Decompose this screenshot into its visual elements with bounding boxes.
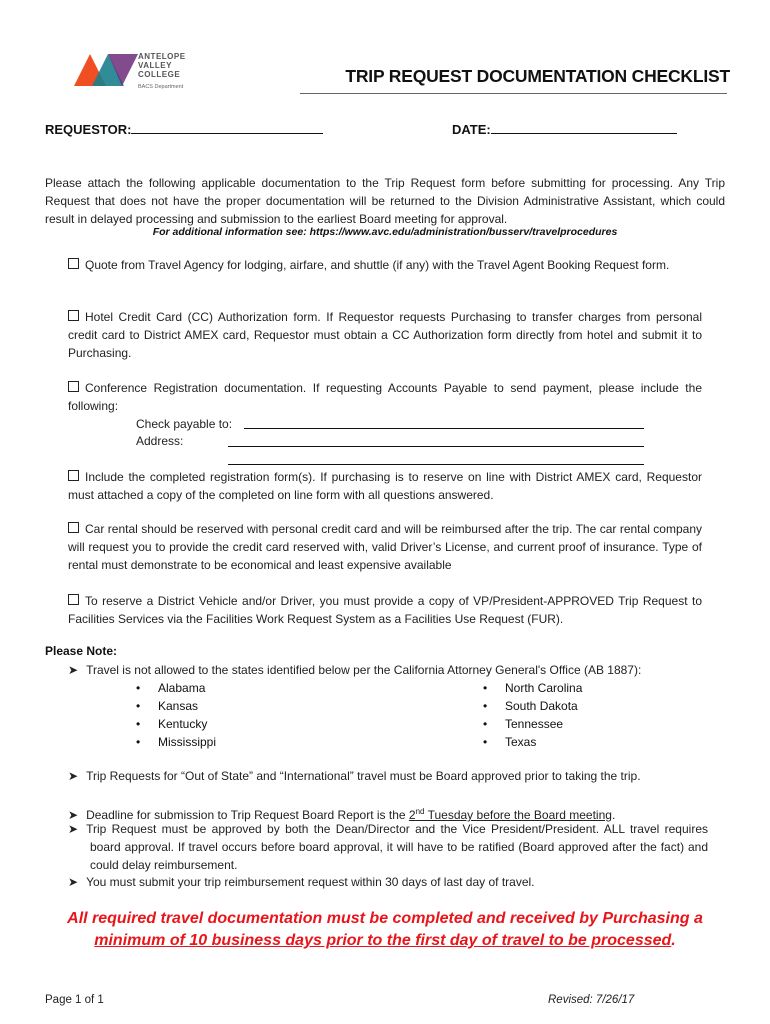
arrow-bullet-icon: ➤ [68,663,79,677]
arrow-bullet-icon: ➤ [68,769,79,783]
address-label: Address: [136,434,184,448]
college-logo [74,52,234,94]
state-item: • Mississippi [136,733,216,751]
check-payable-label: Check payable to: [136,417,233,431]
note-text: Trip Request must be approved by both the Dean/Director and the Vice President/President. ALL travel requires board approval. If travel occurs before board approval, it will have to be ratified (Board approved after the fact) and could delay reimbursement. [86,822,708,872]
final-notice-period: . [671,932,676,949]
checklist-item-hotel-cc [68,308,702,362]
revised-date: Revised: 7/26/17 [548,994,635,1006]
note-text: You must submit your trip reimbursement request within 30 days of last day of travel. [86,875,535,889]
address-blank-1[interactable] [228,446,644,447]
checklist-item-registration-form [68,468,702,504]
checklist-item-district-vehicle [68,592,702,628]
logo-line-3: COLLEGE [138,70,181,79]
deadline-ordinal: 2 [408,808,416,822]
address-blank-2[interactable] [228,464,644,465]
note-point-dean-approval [68,820,708,874]
state-item: • Kansas [136,697,216,715]
checkbox[interactable] [68,258,79,269]
state-item: • South Dakota [483,697,582,715]
requestor-label: REQUESTOR: [45,122,132,137]
final-notice-line-1: All required travel documentation must be completed and received by Purchasing a [67,910,703,927]
final-notice [50,908,720,952]
state-item: • Kentucky [136,715,216,733]
final-notice-underlined: minimum of 10 business days prior to the first day of travel to be processed [94,932,672,949]
note-travel-ban [68,661,708,679]
checklist-text: To reserve a District Vehicle and/or Driver, you must provide a copy of VP/President-APPROVED Trip Request to Facilities Services via the Facilities Work Request System as a Facilities Use Request (FUR). [68,594,702,626]
note-point-board-approval [68,767,712,785]
final-notice-line-2 [50,930,720,952]
state-item: • Alabama [136,679,216,697]
checklist-text: Quote from Travel Agency for lodging, airfare, and shuttle (if any) with the Travel Agent Booking Request form. [85,258,670,272]
date-field[interactable] [452,121,677,137]
logo-line-2: VALLEY [138,61,172,70]
page-title: TRIP REQUEST DOCUMENTATION CHECKLIST [345,66,730,86]
note-heading: Please Note: [45,644,118,658]
state-item: • North Carolina [483,679,582,697]
check-payable-blank[interactable] [244,428,644,429]
checklist-text: Hotel Credit Card (CC) Authorization form. If Requestor requests Purchasing to transfer charges from personal credit card to District AMEX card, Requestor must obtain a CC Authorization form directly from hotel and submit it to Purchasing. [68,310,702,360]
page-number: Page 1 of 1 [45,994,104,1006]
note-text: Trip Requests for “Out of State” and “International” travel must be Board approved prior to taking the trip. [86,769,641,783]
intro-paragraph: Please attach the following applicable documentation to the Trip Request form before submitting for processing. Any Trip Request that does not have the proper documentation will be returned to the Division Administrative Assistant, which could result in delayed processing and submission to the earliest Board meeting for approval. [45,176,725,226]
logo-line-1: ANTELOPE [138,52,186,61]
note-text: Travel is not allowed to the states identified below per the California Attorney General's Office (AB 1887): [86,663,642,677]
title-divider [300,93,727,94]
info-link-line[interactable]: For additional information see: https://www.avc.edu/administration/busserv/travelprocedures [152,226,618,238]
checklist-text: Conference Registration documentation. If requesting Accounts Payable to send payment, please include the following: [68,381,702,413]
logo-subtitle: BACS Department [138,84,184,90]
requestor-field[interactable] [45,121,323,137]
checklist-item-car-rental [68,520,702,574]
note-text-end: . [611,808,616,822]
note-text: Deadline for submission to Trip Request Board Report is the [86,808,409,822]
deadline-ordinal-suffix: nd [415,807,425,816]
checklist-item-travel-quote [68,256,702,274]
logo-mark-icon [74,52,138,86]
date-blank[interactable] [491,121,677,134]
deadline-text: Tuesday before the Board meeting [424,808,612,822]
checklist-item-conference [68,379,702,415]
checkbox[interactable] [68,522,79,533]
checkbox[interactable] [68,310,79,321]
requestor-blank[interactable] [131,121,323,134]
arrow-bullet-icon: ➤ [68,875,79,889]
state-item: • Tennessee [483,715,582,733]
checkbox[interactable] [68,594,79,605]
states-list-right [483,679,582,751]
checklist-text: Car rental should be reserved with personal credit card and will be reimbursed after the trip. The car rental company will request you to provide the credit card reserved with, valid Driver’s License, and current proof of insurance. Type of rental must demonstrate to be economical and least expensive available [68,522,702,572]
checkbox[interactable] [68,470,79,481]
date-label: DATE: [452,122,491,137]
note-point-reimbursement [68,873,708,891]
arrow-bullet-icon: ➤ [68,822,79,836]
states-list-left [136,679,216,751]
checkbox[interactable] [68,381,79,392]
state-item: • Texas [483,733,582,751]
arrow-bullet-icon: ➤ [68,808,79,822]
checklist-text: Include the completed registration form(s). If purchasing is to reserve on line with District AMEX card, Requestor must attached a copy of the completed on line form with all questions answered. [68,470,702,502]
